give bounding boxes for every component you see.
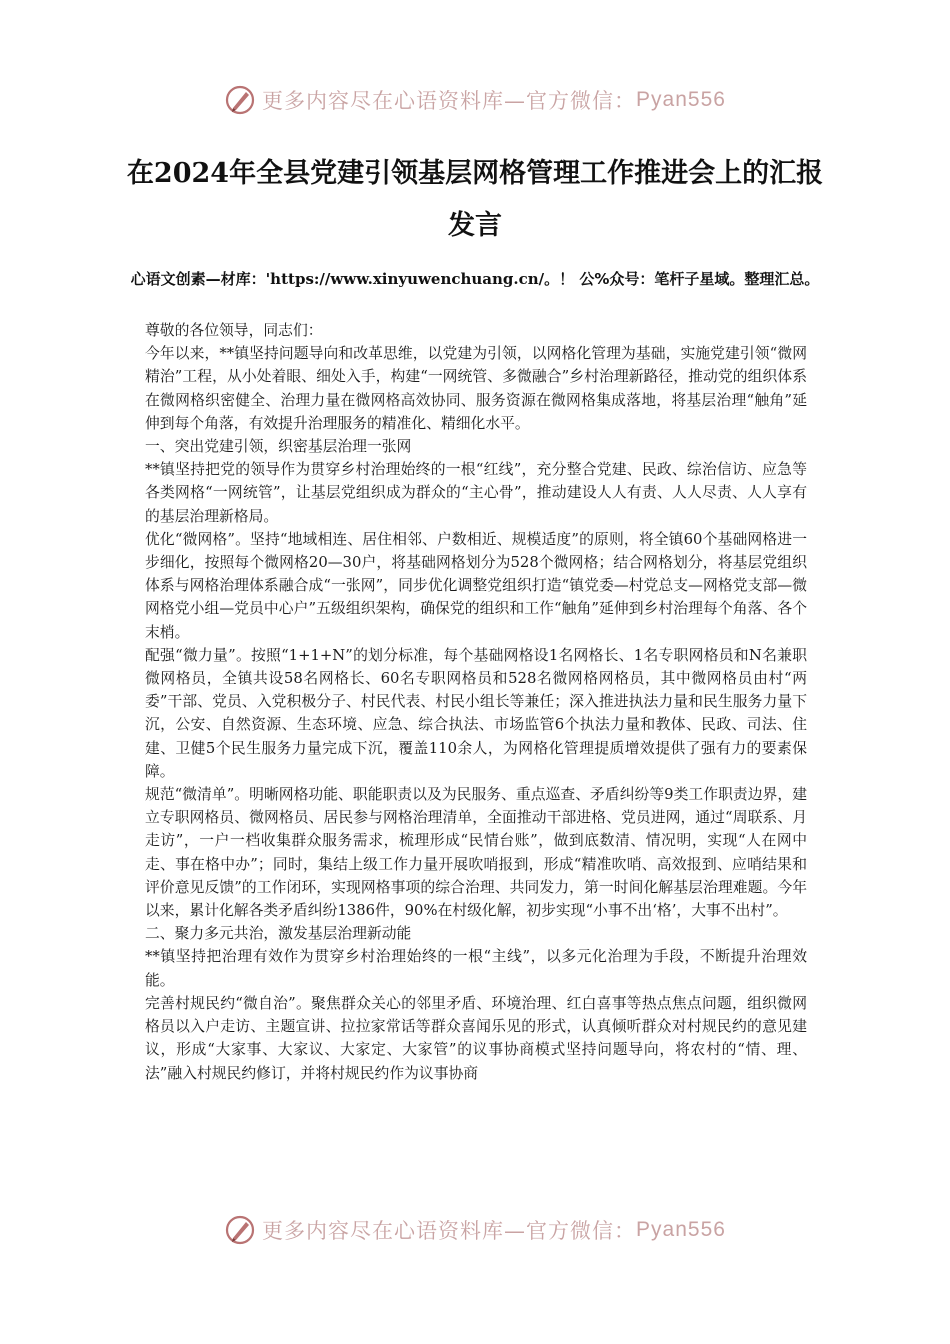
source-suffix: 公%众号：笔杆子星域。整理汇总。 bbox=[579, 270, 820, 288]
paragraph: 配强“微力量”。按照“1+1+N”的划分标准，每个基础网格设1名网格长、1名专职网格员和N名兼职微网格员，全镇共设58名网格长、60名专职网格员和528名微网格网格员，其中微网格员由村“两委”干部、党员、入党积极分子、村民代表、村民小组长等兼任；深入推进执法力量和民生服务力量下沉，公安、自然资源、生态环境、应急、综合执法、市场监管6个执法力量和教体、民政、司法、住建、卫健5个民生服务力量完成下沉，覆盖110余人，为网格化管理提质增效提供了强有力的要素保障。 bbox=[145, 646, 807, 780]
section-heading: 一、突出党建引领，织密基层治理一张网 bbox=[145, 438, 412, 456]
pen-logo-icon bbox=[224, 1214, 256, 1246]
paragraph: 优化“微网格”。坚持“地域相连、居住相邻、户数相近、规模适度”的原则，将全镇60个基础网格进一步细化，按照每个微网格20—30户，将基础网格划分为528个微网格；结合网格划分，将基层党组织体系与网格治理体系融合成“一张网”，同步优化调整党组织打造“镇党委—村党总支—网格党支部—微网格党小组—党员中心户”五级组织架构，确保党的组织和工作“触角”延伸到乡村治理每个角落、各个末梢。 bbox=[145, 530, 807, 641]
header-banner-wechat: Pyan556 bbox=[636, 88, 726, 111]
header-watermark-banner bbox=[0, 80, 950, 120]
source-url: 'https://www.xinyuwenchuang.cn/。！ bbox=[265, 270, 575, 288]
source-prefix: 心语文创素—材库： bbox=[130, 270, 266, 288]
source-line bbox=[130, 268, 820, 291]
document-body bbox=[145, 319, 807, 1085]
paragraph: **镇坚持把治理有效作为贯穿乡村治理始终的一根“主线”，以多元化治理为手段，不断提升治理效能。 bbox=[145, 948, 807, 989]
footer-banner-wechat: Pyan556 bbox=[636, 1218, 726, 1241]
paragraph: 今年以来，**镇坚持问题导向和改革思维，以党建为引领，以网格化管理为基础，实施党建引领“微网精治”工程，从小处着眼、细处入手，构建“一网统管、多微融合”乡村治理新路径，推动党的组织体系在微网格织密健全、治理力量在微网格高效协同、服务资源在微网格集成落地，将基层治理“触角”延伸到每个角落，有效提升治理服务的精准化、精细化水平。 bbox=[145, 345, 807, 432]
section-heading: 二、聚力多元共治，激发基层治理新动能 bbox=[145, 925, 412, 943]
pen-logo-icon bbox=[224, 84, 256, 116]
paragraph: 完善村规民约“微自治”。聚焦群众关心的邻里矛盾、环境治理、红白喜事等热点焦点问题，组织微网格员以入户走访、主题宣讲、拉拉家常话等群众喜闻乐见的形式，认真倾听群众对村规民约的意见建议，形成“大家事、大家议、大家定、大家管”的议事协商模式坚持问题导向，将农村的“情、理、法”融入村规民约修订，并将村规民约作为议事协商 bbox=[145, 994, 807, 1082]
footer-banner-text: 更多内容尽在心语资料库—官方微信： bbox=[262, 1219, 637, 1243]
paragraph-salutation: 尊敬的各位领导，同志们： bbox=[145, 322, 323, 339]
document-title: 在2024年全县党建引领基层网格管理工作推进会上的汇报发言 bbox=[126, 158, 824, 241]
header-banner-text: 更多内容尽在心语资料库—官方微信： bbox=[262, 89, 637, 113]
footer-watermark-banner bbox=[0, 1210, 950, 1250]
paragraph: **镇坚持把党的领导作为贯穿乡村治理始终的一根“红线”，充分整合党建、民政、综治信访、应急等各类网格“一网统管”，让基层党组织成为群众的“主心骨”，推动建设人人有责、人人尽责、人人享有的基层治理新格局。 bbox=[145, 461, 807, 525]
paragraph: 规范“微清单”。明晰网格功能、职能职责以及为民服务、重点巡查、矛盾纠纷等9类工作职责边界，建立专职网格员、微网格员、居民参与网格治理清单，全面推动干部进格、党员进网，通过“周联系、月走访”，一户一档收集群众服务需求，梳理形成“民情台账”，做到底数清、情况明，实现“人在网中走、事在格中办”；同时，集结上级工作力量开展吹哨报到，形成“精准吹哨、高效报到、应哨结果和评价意见反馈”的工作闭环，实现网格事项的综合治理、共同发力，第一时间化解基层治理难题。今年以来，累计化解各类矛盾纠纷1386件，90%在村级化解，初步实现“小事不出‘格’，大事不出村”。 bbox=[145, 786, 807, 920]
